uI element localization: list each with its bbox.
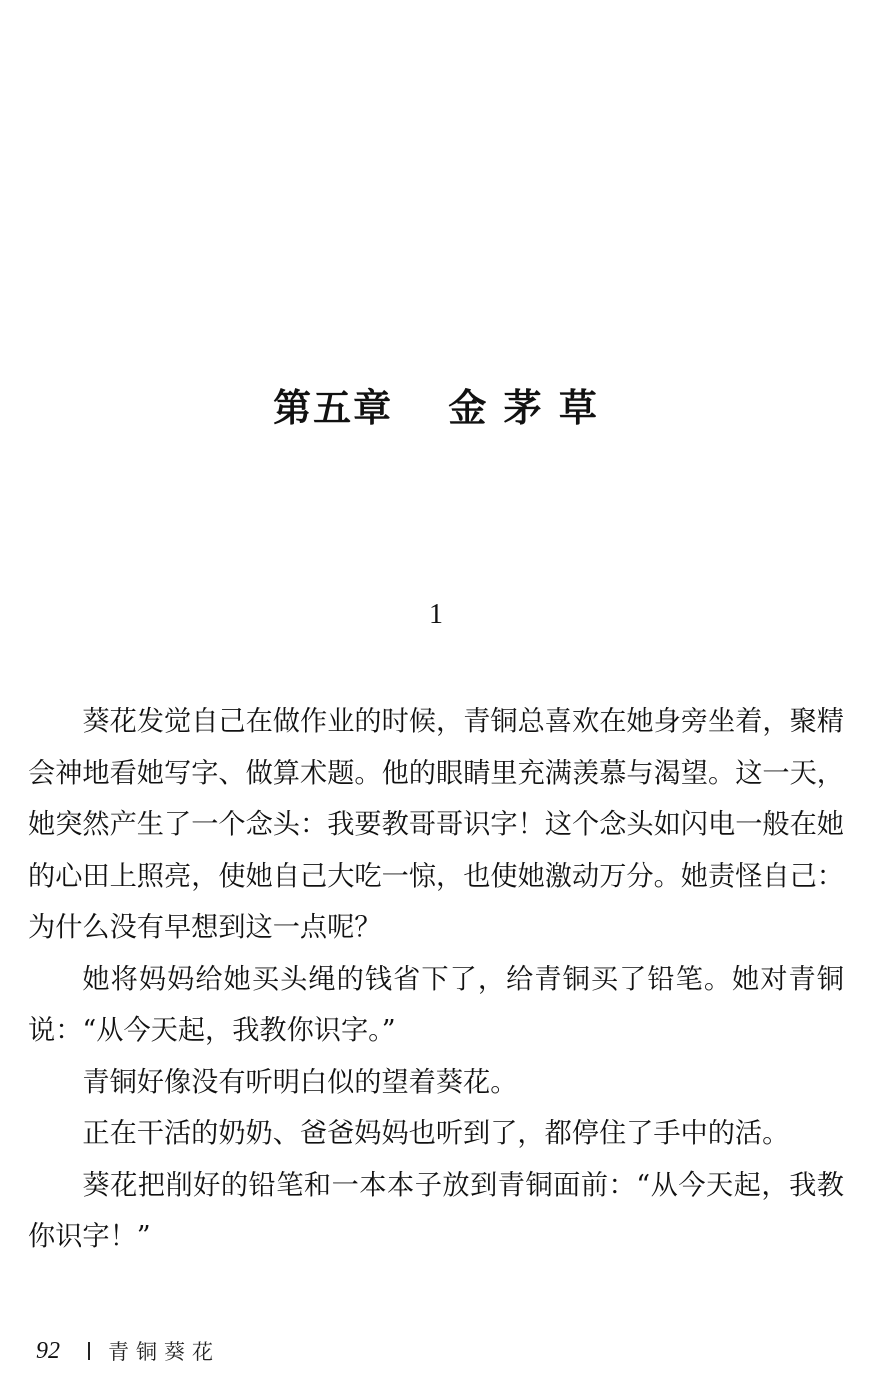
paragraph: 葵花发觉自己在做作业的时候，青铜总喜欢在她身旁坐着，聚精会神地看她写字、做算术题。他的眼睛里充满羡慕与渴望。这一天，她突然产生了一个念头：我要教哥哥识字！这个念头如闪电一般在她的心田上照亮，使她自己大吃一惊，也使她激动万分。她责怪自己：为什么没有早想到这一点呢？ [28, 706, 844, 943]
footer-divider [88, 1342, 90, 1360]
page-footer [36, 1334, 220, 1368]
page-number: 92 [36, 1338, 60, 1364]
paragraph: 葵花把削好的铅笔和一本本子放到青铜面前：“从今天起，我教你识字！” [28, 1169, 844, 1252]
paragraph: 青铜好像没有听明白似的望着葵花。 [82, 1066, 518, 1098]
body-text [28, 696, 844, 1263]
section-number: 1 [429, 599, 443, 630]
paragraph: 她将妈妈给她买头绳的钱省下了，给青铜买了铅笔。她对青铜说：“从今天起，我教你识字。” [28, 963, 844, 1046]
book-title: 青铜葵花 [108, 1340, 220, 1364]
paragraph: 正在干活的奶奶、爸爸妈妈也听到了，都停住了手中的活。 [82, 1118, 790, 1149]
chapter-title: 第五章 金 茅 草 [273, 386, 599, 430]
